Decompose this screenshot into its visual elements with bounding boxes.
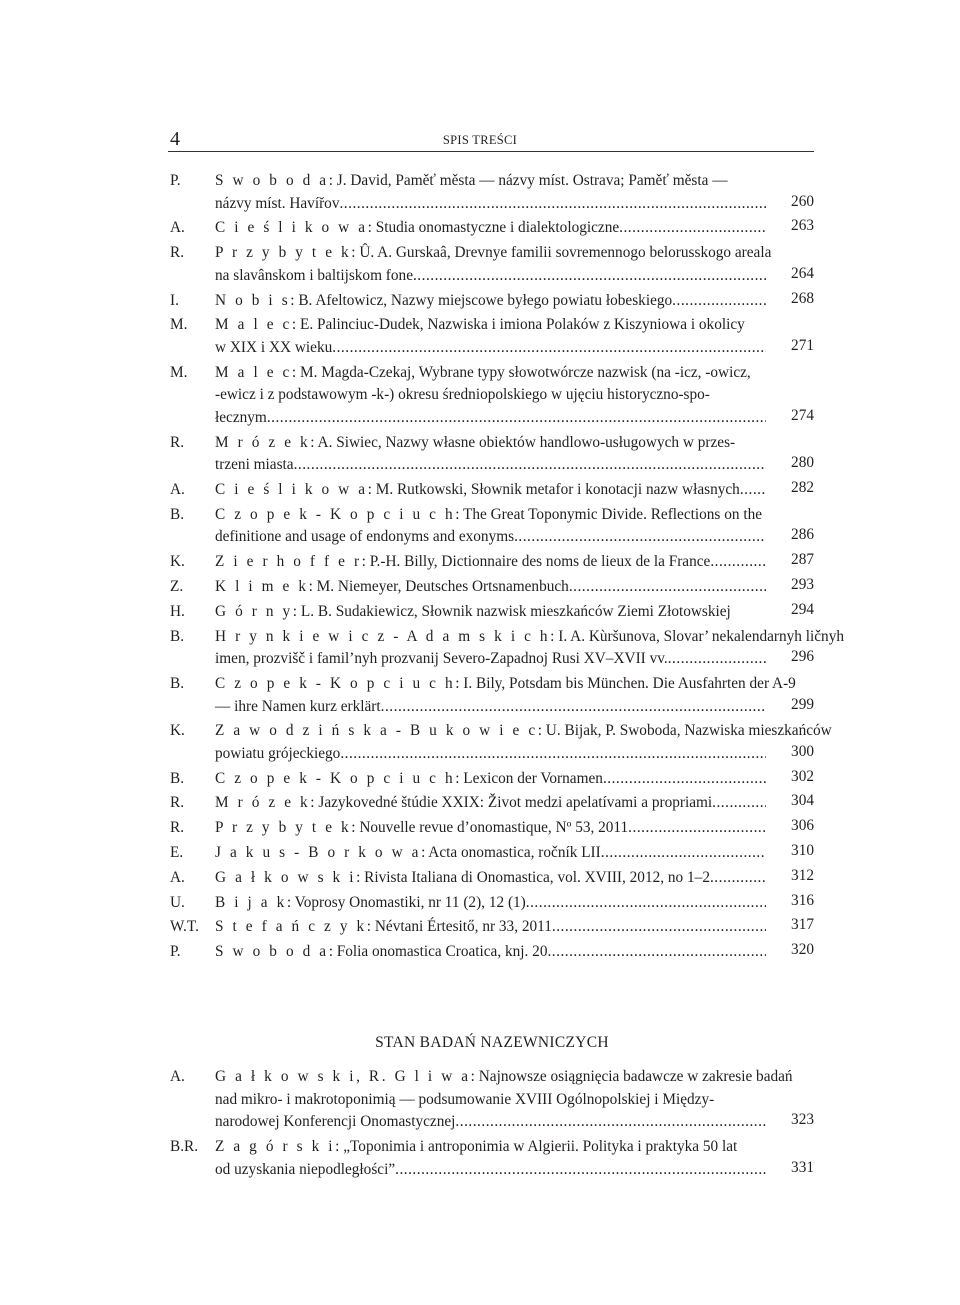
entry-reviewer: P r z y b y t e k <box>215 819 352 837</box>
entry-reviewer: P r z y b y t e k <box>215 244 352 262</box>
dot-leader <box>547 941 766 964</box>
dot-leader <box>340 743 766 766</box>
entry-title: : Acta onomastica, ročník LII <box>421 844 601 861</box>
entry-title: : Lexicon der Vornamen <box>455 769 603 787</box>
toc-entry[interactable] <box>170 792 814 815</box>
dot-leader <box>601 842 766 865</box>
entry-reviewer: S w o b o d a <box>215 943 329 961</box>
entry-initial: B.R. <box>170 1137 199 1155</box>
toc-section-2 <box>170 1034 814 1183</box>
dot-leader <box>413 265 766 288</box>
entry-page-number: 304 <box>791 792 814 810</box>
dot-leader <box>628 817 766 840</box>
dot-leader <box>381 696 766 719</box>
toc-entry[interactable] <box>170 362 814 430</box>
entry-title: : Rivista Italiana di Onomastica, vol. XVIII, 2012, no 1–2 <box>356 868 710 886</box>
entry-reviewer: S t e f a ń c z y k <box>215 918 367 936</box>
page-number: 4 <box>170 128 180 150</box>
entry-title-line: na slavânskom i baltijskom fone <box>215 266 413 284</box>
entry-title-line: od uzyskania niepodległości” <box>215 1160 396 1178</box>
toc-list <box>170 170 845 966</box>
entry-title: : P.-H. Billy, Dictionnaire des noms de lieux de la France <box>361 553 711 571</box>
entry-reviewer: C i e ś l i k o w a <box>215 481 368 499</box>
entry-initial: A. <box>170 481 185 499</box>
entry-title: : I. A. Kùršunova, Slovar’ nekalendarnyh ličnyh <box>550 627 845 645</box>
toc-entry[interactable] <box>170 290 814 313</box>
entry-page-number: 287 <box>791 551 814 569</box>
entry-title: : M. Magda-Czekaj, Wybrane typy słowotwórcze nazwisk (na -icz, -owicz, <box>291 363 751 381</box>
entry-reviewer: C z o p e k - K o p c i u c h <box>215 674 456 692</box>
entry-title: : B. Afeltowicz, Nazwy miejscowe byłego powiatu łobeskiego <box>290 291 673 309</box>
entry-title: : Voprosy Onomastiki, nr 11 (2), 12 (1) <box>286 893 526 911</box>
entry-reviewer: G a ł k o w s k i, R. G l i w a <box>215 1068 471 1085</box>
entry-reviewer: C z o p e k - K o p c i u c h <box>215 769 456 787</box>
toc-entry[interactable] <box>170 432 814 477</box>
dot-leader <box>294 454 766 477</box>
entry-title: : L. B. Sudakiewicz, Słownik nazwisk mieszkańców Ziemi Złotowskiej <box>292 602 731 620</box>
toc-entry[interactable] <box>170 217 814 240</box>
entry-initial: R. <box>170 433 185 451</box>
dot-leader <box>740 479 766 502</box>
dot-leader <box>710 867 766 890</box>
toc-entry[interactable] <box>170 479 814 502</box>
entry-page-number: 310 <box>791 842 814 859</box>
entry-reviewer: J a k u s - B o r k o w a <box>215 844 422 861</box>
entry-reviewer: M r ó z e k <box>215 794 311 812</box>
dot-leader <box>514 526 766 549</box>
dot-leader <box>267 407 766 430</box>
dot-leader <box>332 337 766 360</box>
entry-initial: I. <box>170 291 179 309</box>
entry-reviewer: G ó r n y <box>215 602 293 620</box>
entry-page-number: 274 <box>791 406 814 424</box>
toc-entry[interactable] <box>170 1066 814 1134</box>
entry-title-line: łecznym <box>215 408 267 426</box>
entry-title-line: — ihre Namen kurz erklärt <box>215 697 381 715</box>
entry-page-number: 302 <box>791 767 814 785</box>
entry-page-number: 268 <box>791 289 814 307</box>
entry-initial: W.T. <box>170 918 199 936</box>
entry-initial: R. <box>170 794 185 812</box>
dot-leader <box>526 892 766 915</box>
entry-page-number: 280 <box>791 454 814 472</box>
toc-entry[interactable] <box>170 892 814 915</box>
entry-reviewer: M a l e c <box>215 316 292 334</box>
toc-entry[interactable] <box>170 842 814 865</box>
toc-entry[interactable] <box>170 314 814 359</box>
entry-reviewer: G a ł k o w s k i <box>215 868 357 886</box>
toc-entry[interactable] <box>170 867 814 890</box>
entry-title-line: názvy míst. Havířov <box>215 194 340 212</box>
entry-page-number: 331 <box>791 1158 814 1176</box>
toc-entry[interactable] <box>170 673 814 718</box>
entry-initial: H. <box>170 602 185 620</box>
toc-entry[interactable] <box>170 916 814 939</box>
entry-title: : Névtani Értesitő, nr 33, 2011 <box>366 918 552 936</box>
entry-initial: P. <box>170 172 181 189</box>
entry-title: : Najnowsze osiągnięcia badawcze w zakresie badań <box>470 1068 793 1085</box>
entry-initial: E. <box>170 844 184 861</box>
dot-leader <box>710 551 766 574</box>
toc-entry[interactable] <box>170 768 814 791</box>
entry-page-number: 282 <box>791 479 814 497</box>
entry-title: : M. Rutkowski, Słownik metafor i konotacji nazw własnych <box>367 481 740 499</box>
toc-entry[interactable] <box>170 601 814 624</box>
entry-reviewer: Z i e r h o f f e r <box>215 553 362 571</box>
entry-reviewer: N o b i s <box>215 291 291 309</box>
entry-initial: M. <box>170 363 188 381</box>
section-title: STAN BADAŃ NAZEWNICZYCH <box>375 1034 609 1051</box>
toc-entry[interactable] <box>170 576 814 599</box>
entry-reviewer: H r y n k i e w i c z - A d a m s k i c h <box>215 627 551 645</box>
entry-page-number: 316 <box>791 891 814 909</box>
entry-page-number: 323 <box>791 1111 814 1129</box>
entry-page-number: 312 <box>791 866 814 884</box>
toc-entry[interactable] <box>170 626 845 671</box>
entry-title-line: -ewicz i z podstawowym -k-) okresu średniopolskiego w ujęciu historyczno-spo- <box>215 386 710 404</box>
toc-entry[interactable] <box>170 817 814 840</box>
entry-title: : I. Bily, Potsdam bis München. Die Ausfahrten der A-9 <box>455 674 796 692</box>
entry-initial: A. <box>170 219 185 237</box>
entry-title: : The Great Toponymic Divide. Reflections on the <box>455 505 763 523</box>
entry-page-number: 264 <box>791 264 814 282</box>
entry-title: : U. Bijak, P. Swoboda, Nazwiska mieszkańców <box>537 722 832 740</box>
dot-leader <box>339 193 766 216</box>
toc-entry[interactable] <box>170 242 814 287</box>
entry-reviewer: C z o p e k - K o p c i u c h <box>215 505 456 523</box>
entry-title-line: powiatu grójeckiego <box>215 744 341 762</box>
entry-page-number: 263 <box>791 217 814 235</box>
dot-leader <box>672 290 766 313</box>
dot-leader <box>603 768 766 791</box>
entry-title: : E. Palinciuc-Dudek, Nazwiska i imiona Polaków z Kiszyniowa i okolicy <box>291 316 745 334</box>
entry-title-line: definitione and usage of endonyms and exonyms <box>215 528 515 546</box>
entry-initial: Z. <box>170 577 184 595</box>
entry-page-number: 260 <box>791 192 814 210</box>
entry-title: : Jazykovedné štúdie XXIX: Život medzi apelatívami a propriami <box>310 794 713 812</box>
entry-title-line: w XIX i XX wieku <box>215 338 333 356</box>
entry-reviewer: C i e ś l i k o w a <box>215 219 368 237</box>
entry-initial: K. <box>170 553 185 571</box>
entry-title-line: trzeni miasta <box>215 456 294 474</box>
entry-title: : Nouvelle revue d’onomastique, Nº 53, 2011 <box>351 819 629 837</box>
entry-reviewer: Z a w o d z i ń s k a - B u k o w i e c <box>215 722 538 740</box>
dot-leader <box>455 1111 766 1134</box>
entry-initial: A. <box>170 868 185 886</box>
toc-entry[interactable] <box>170 720 832 765</box>
entry-reviewer: S w o b o d a <box>215 172 329 189</box>
toc-entry[interactable] <box>170 551 814 574</box>
entry-page-number: 296 <box>791 648 814 666</box>
entry-reviewer: K l i m e k <box>215 577 309 595</box>
entry-page-number: 293 <box>791 575 814 593</box>
entry-title: : A. Siwiec, Nazwy własne obiektów handlowo-usługowych w przes- <box>310 433 736 451</box>
dot-leader <box>668 648 766 671</box>
toc-entry[interactable] <box>170 170 814 215</box>
entry-reviewer: M a l e c <box>215 363 292 381</box>
entry-page-number: 300 <box>791 742 814 760</box>
entry-page-number: 306 <box>791 817 814 835</box>
dot-leader <box>712 792 766 815</box>
entry-initial: P. <box>170 943 181 961</box>
entry-initial: B. <box>170 627 185 645</box>
toc-entry[interactable] <box>170 1136 814 1181</box>
entry-page-number: 271 <box>791 336 814 354</box>
header-rule <box>168 151 814 152</box>
entry-title: : M. Niemeyer, Deutsches Ortsnamenbuch <box>308 577 569 595</box>
entry-page-number: 317 <box>791 916 814 934</box>
entry-initial: U. <box>170 893 185 911</box>
entry-reviewer: Z a g ó r s k i <box>215 1137 336 1155</box>
entry-reviewer: B i j a k <box>215 893 287 911</box>
entry-page-number: 286 <box>791 526 814 544</box>
entry-page-number: 294 <box>791 600 814 618</box>
entry-title: : Folia onomastica Croatica, knj. 20 <box>328 943 548 961</box>
entry-title: : Studia onomastyczne i dialektologiczne <box>367 219 620 237</box>
entry-title-line: narodowej Konferencji Onomastycznej <box>215 1113 456 1131</box>
dot-leader <box>552 916 766 939</box>
toc-entry[interactable] <box>170 941 814 964</box>
entry-initial: R. <box>170 244 185 262</box>
entry-initial: B. <box>170 674 185 692</box>
entry-title: : Û. A. Gurskaâ, Drevnye familii sovremennogo belorusskogo areala <box>351 244 772 262</box>
toc-entry[interactable] <box>170 504 814 549</box>
entry-reviewer: M r ó z e k <box>215 433 311 451</box>
entry-title: : „Toponimia i antroponimia w Algierii. Polityka i praktyka 50 lat <box>335 1137 738 1155</box>
entry-initial: B. <box>170 769 185 787</box>
entry-title-line: nad mikro- i makrotoponimią — podsumowanie XVIII Ogólnopolskiej i Między- <box>215 1090 715 1108</box>
dot-leader <box>395 1159 766 1182</box>
entry-title: : J. David, Paměť města — názvy míst. Ostrava; Paměť města — <box>328 172 728 189</box>
entry-initial: B. <box>170 505 185 523</box>
entry-initial: A. <box>170 1068 185 1085</box>
entry-title-line: imen, prozvišč i famil’nyh prozvanij Severo-Zapadnoj Rusi XV–XVII vv. <box>215 650 668 668</box>
dot-leader <box>569 576 766 599</box>
entry-initial: R. <box>170 819 185 837</box>
running-head: SPIS TREŚCI <box>442 133 518 147</box>
entry-page-number: 299 <box>791 695 814 713</box>
entry-initial: M. <box>170 316 188 334</box>
dot-leader <box>619 217 766 240</box>
entry-page-number: 320 <box>791 941 814 959</box>
entry-initial: K. <box>170 722 185 740</box>
